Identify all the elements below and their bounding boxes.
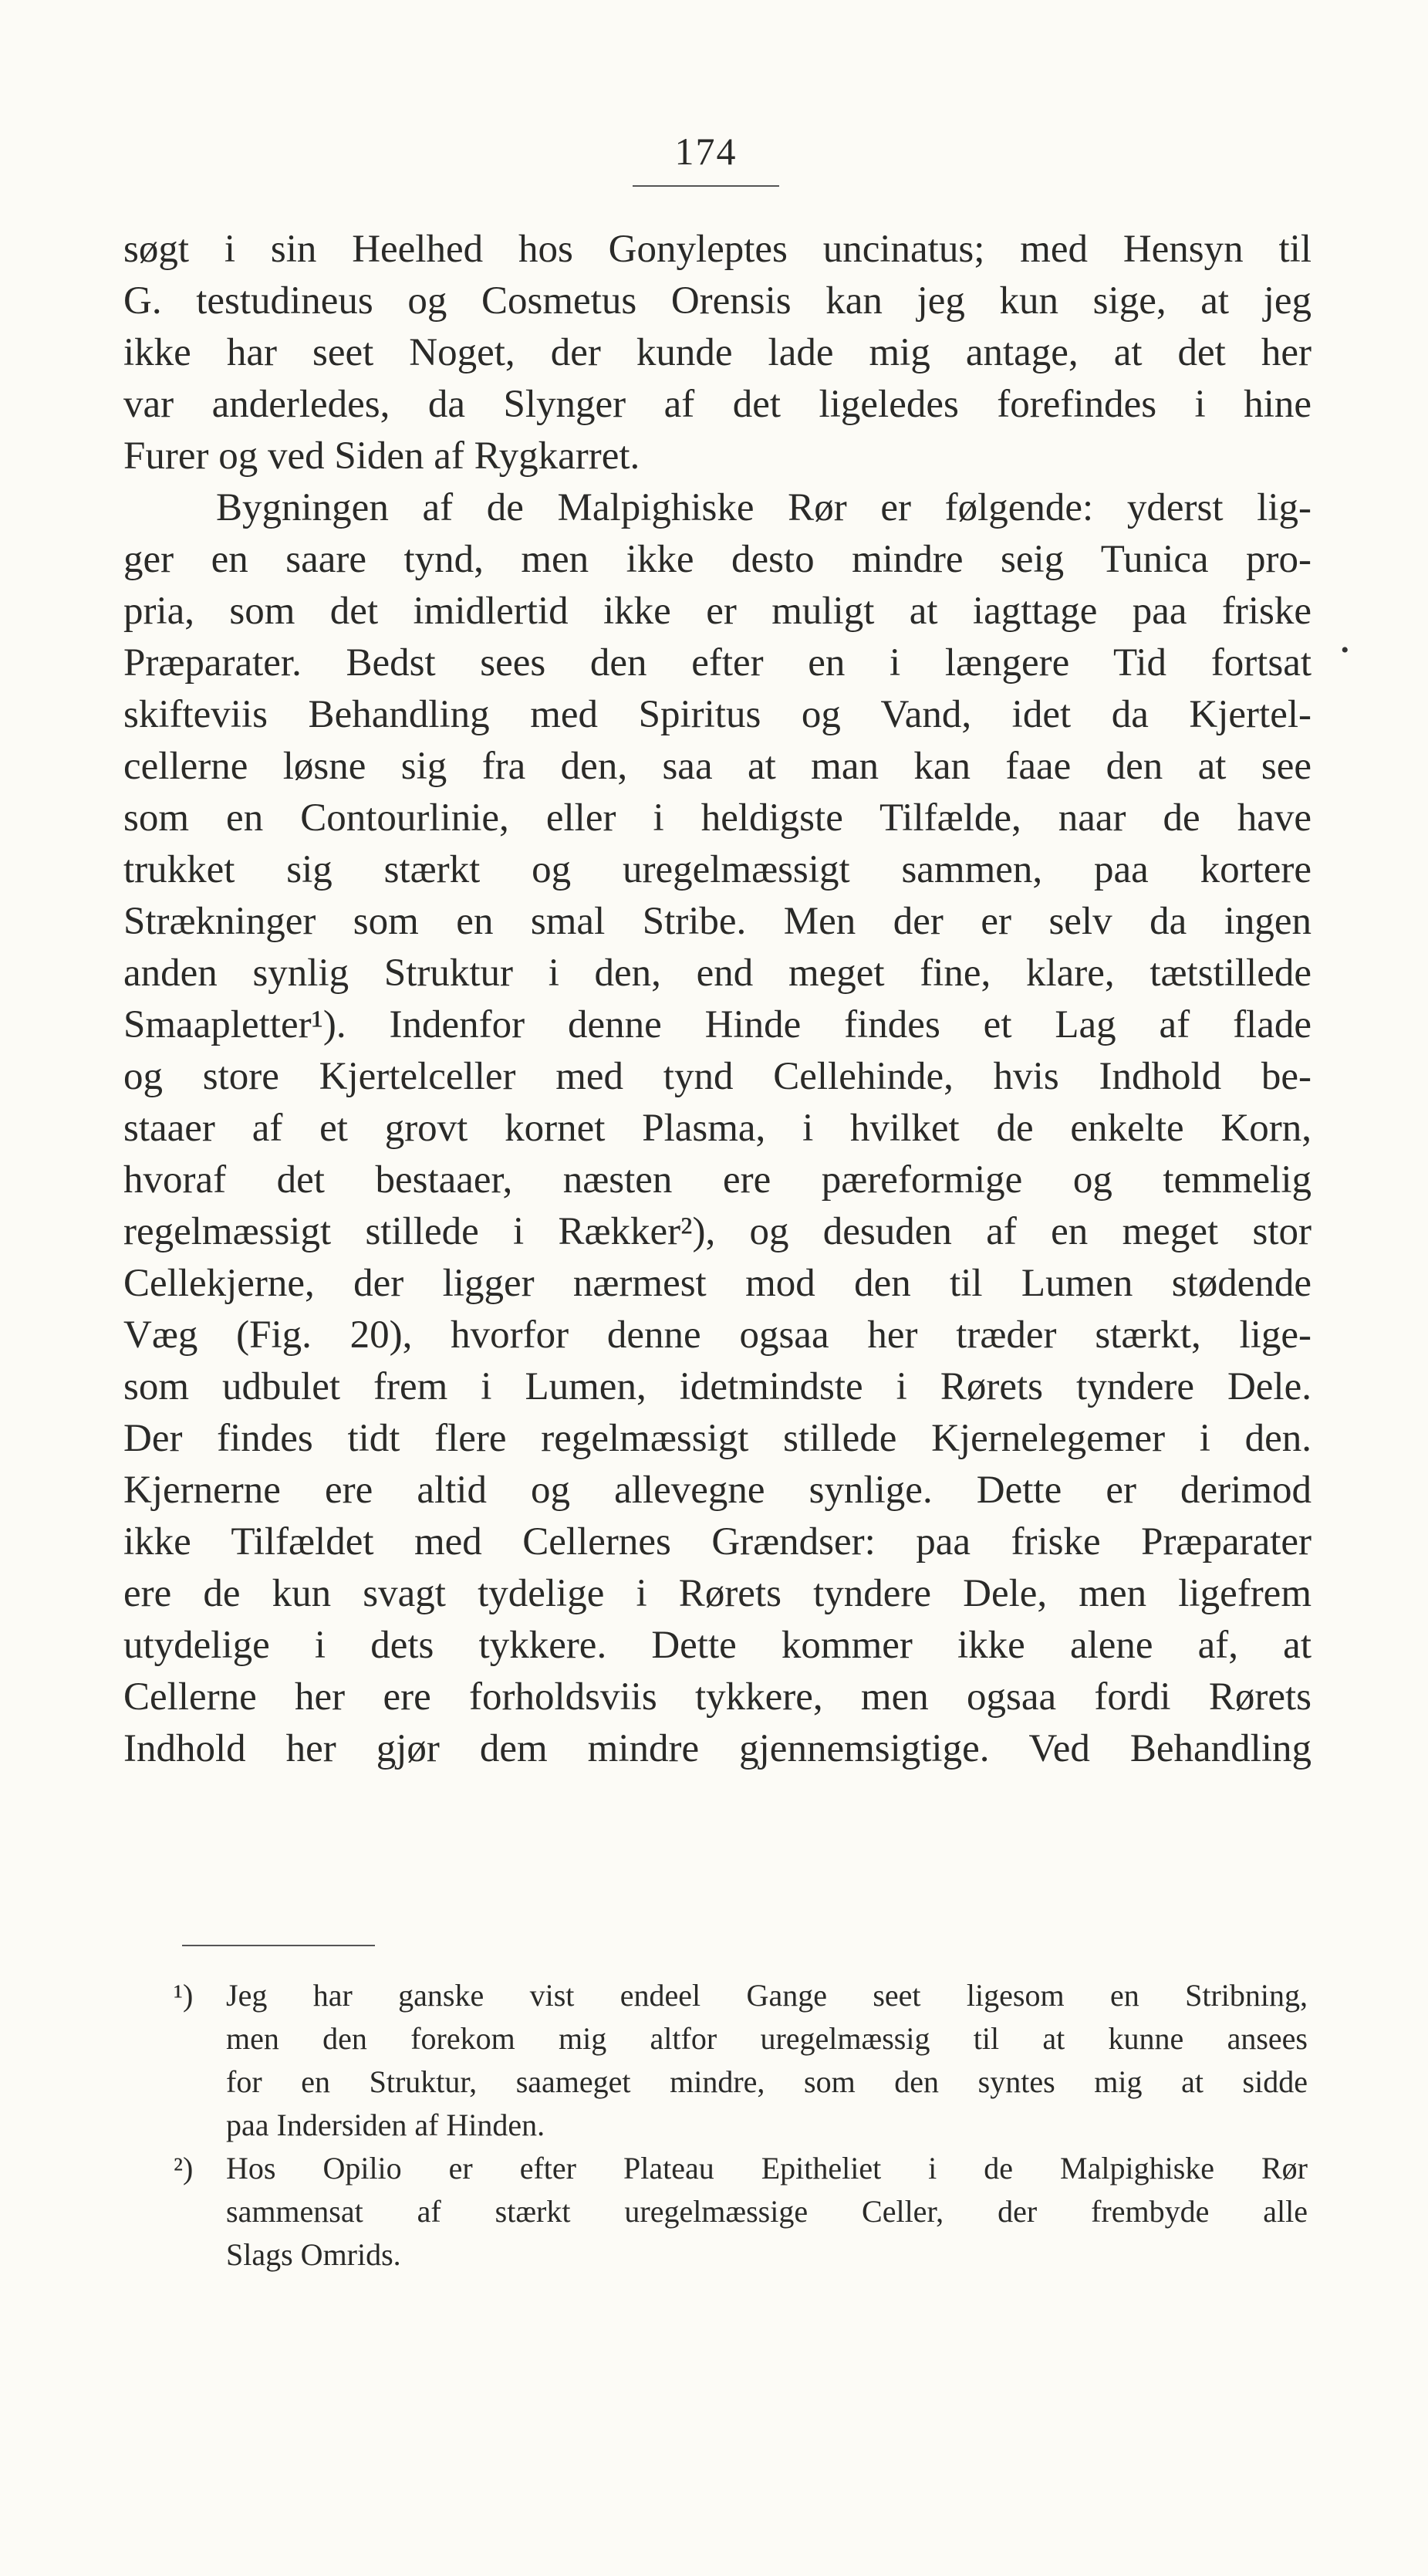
text-line: Indhold her gjør dem mindre gjennemsigtige. Ved Behandling	[123, 1727, 1312, 1770]
footnote-marker: ²)	[174, 2151, 194, 2186]
text-line: ere de kun svagt tydelige i Rørets tyndere Dele, men ligefrem	[123, 1572, 1312, 1615]
text-line: utydelige i dets tykkere. Dette kommer ikke alene af, at	[123, 1624, 1312, 1667]
text-line: cellerne løsne sig fra den, saa at man kan faae den at see	[123, 745, 1312, 788]
text-line: som udbulet frem i Lumen, idetmindste i Rørets tyndere Dele.	[123, 1365, 1312, 1408]
footnote-2	[174, 2147, 1308, 2277]
text-line: søgt i sin Heelhed hos Gonyleptes uncinatus; med Hensyn til	[123, 228, 1312, 271]
text-line: Smaapletter¹). Indenfor denne Hinde findes et Lag af flade	[123, 1003, 1312, 1046]
text-line: G. testudineus og Cosmetus Orensis kan jeg kun sige, at jeg	[123, 279, 1312, 323]
text-line: som en Contourlinie, eller i heldigste Tilfælde, naar de have	[123, 796, 1312, 840]
footnote-line: sammensat af stærkt uregelmæssige Celler, der frembyde alle	[226, 2194, 1308, 2229]
text-line: ger en saare tynd, men ikke desto mindre seig Tunica pro-	[123, 538, 1312, 581]
text-line: og store Kjertelceller med tynd Cellehinde, hvis Indhold be-	[123, 1055, 1312, 1098]
footnote-line: Slags Omrids.	[226, 2237, 401, 2272]
text-line: Væg (Fig. 20), hvorfor denne ogsaa her træder stærkt, lige-	[123, 1313, 1312, 1357]
footnote-line	[174, 2147, 1308, 2190]
footnote-1	[174, 1974, 1308, 2147]
text-line: regelmæssigt stillede i Rækker²), og desuden af en meget stor	[123, 1210, 1312, 1253]
text-line: Cellekjerne, der ligger nærmest mod den til Lumen stødende	[123, 1262, 1312, 1305]
footnote-line: for en Struktur, saameget mindre, som den syntes mig at sidde	[226, 2064, 1308, 2099]
page-number-rule	[633, 185, 779, 187]
margin-mark: •	[1341, 637, 1349, 663]
text-line: pria, som det imidlertid ikke er muligt at iagttage paa friske	[123, 590, 1312, 633]
footnote-line: paa Indersiden af Hinden.	[226, 2108, 545, 2142]
footnote-text: Hos Opilio er efter Plateau Epitheliet i de Malpighiske Rør	[226, 2151, 1308, 2186]
text-line: staaer af et grovt kornet Plasma, i hvilket de enkelte Korn,	[123, 1107, 1312, 1150]
text-line: ikke Tilfældet med Cellernes Grændser: paa friske Præparater	[123, 1520, 1312, 1564]
text-line: Strækninger som en smal Stribe. Men der er selv da ingen	[123, 900, 1312, 943]
text-line: Cellerne her ere forholdsviis tykkere, men ogsaa fordi Rørets	[123, 1675, 1312, 1719]
text-line: trukket sig stærkt og uregelmæssigt sammen, paa kortere	[123, 848, 1312, 891]
footnote-text: Jeg har ganske vist endeel Gange seet ligesom en Stribning,	[226, 1978, 1308, 2013]
text-line: Bygningen af de Malpighiske Rør er følgende: yderst lig-	[216, 486, 1312, 529]
text-line: var anderledes, da Slynger af det ligeledes forefindes i hine	[123, 383, 1312, 426]
text-line: anden synlig Struktur i den, end meget fine, klare, tætstillede	[123, 952, 1312, 995]
text-line: hvoraf det bestaaer, næsten ere pæreformige og temmelig	[123, 1158, 1312, 1202]
footnote-marker: ¹)	[174, 1978, 194, 2013]
footnote-line: men den forekom mig altfor uregelmæssig til at kunne ansees	[226, 2021, 1308, 2056]
body-text	[123, 224, 1312, 1775]
text-line: ikke har seet Noget, der kunde lade mig antage, at det her	[123, 331, 1312, 374]
text-line: Præparater. Bedst sees den efter en i længere Tid fortsat	[123, 641, 1312, 685]
footnote-rule	[182, 1945, 375, 1946]
footnotes	[174, 1974, 1308, 2277]
footnote-line	[174, 1974, 1308, 2017]
text-line: skifteviis Behandling med Spiritus og Vand, idet da Kjertel-	[123, 693, 1312, 736]
text-line: Furer og ved Siden af Rygkarret.	[123, 434, 640, 478]
page-number: 174	[674, 130, 738, 173]
text-line: Kjernerne ere altid og allevegne synlige. Dette er derimod	[123, 1469, 1312, 1512]
text-line: Der findes tidt flere regelmæssigt stillede Kjernelegemer i den.	[123, 1417, 1312, 1460]
